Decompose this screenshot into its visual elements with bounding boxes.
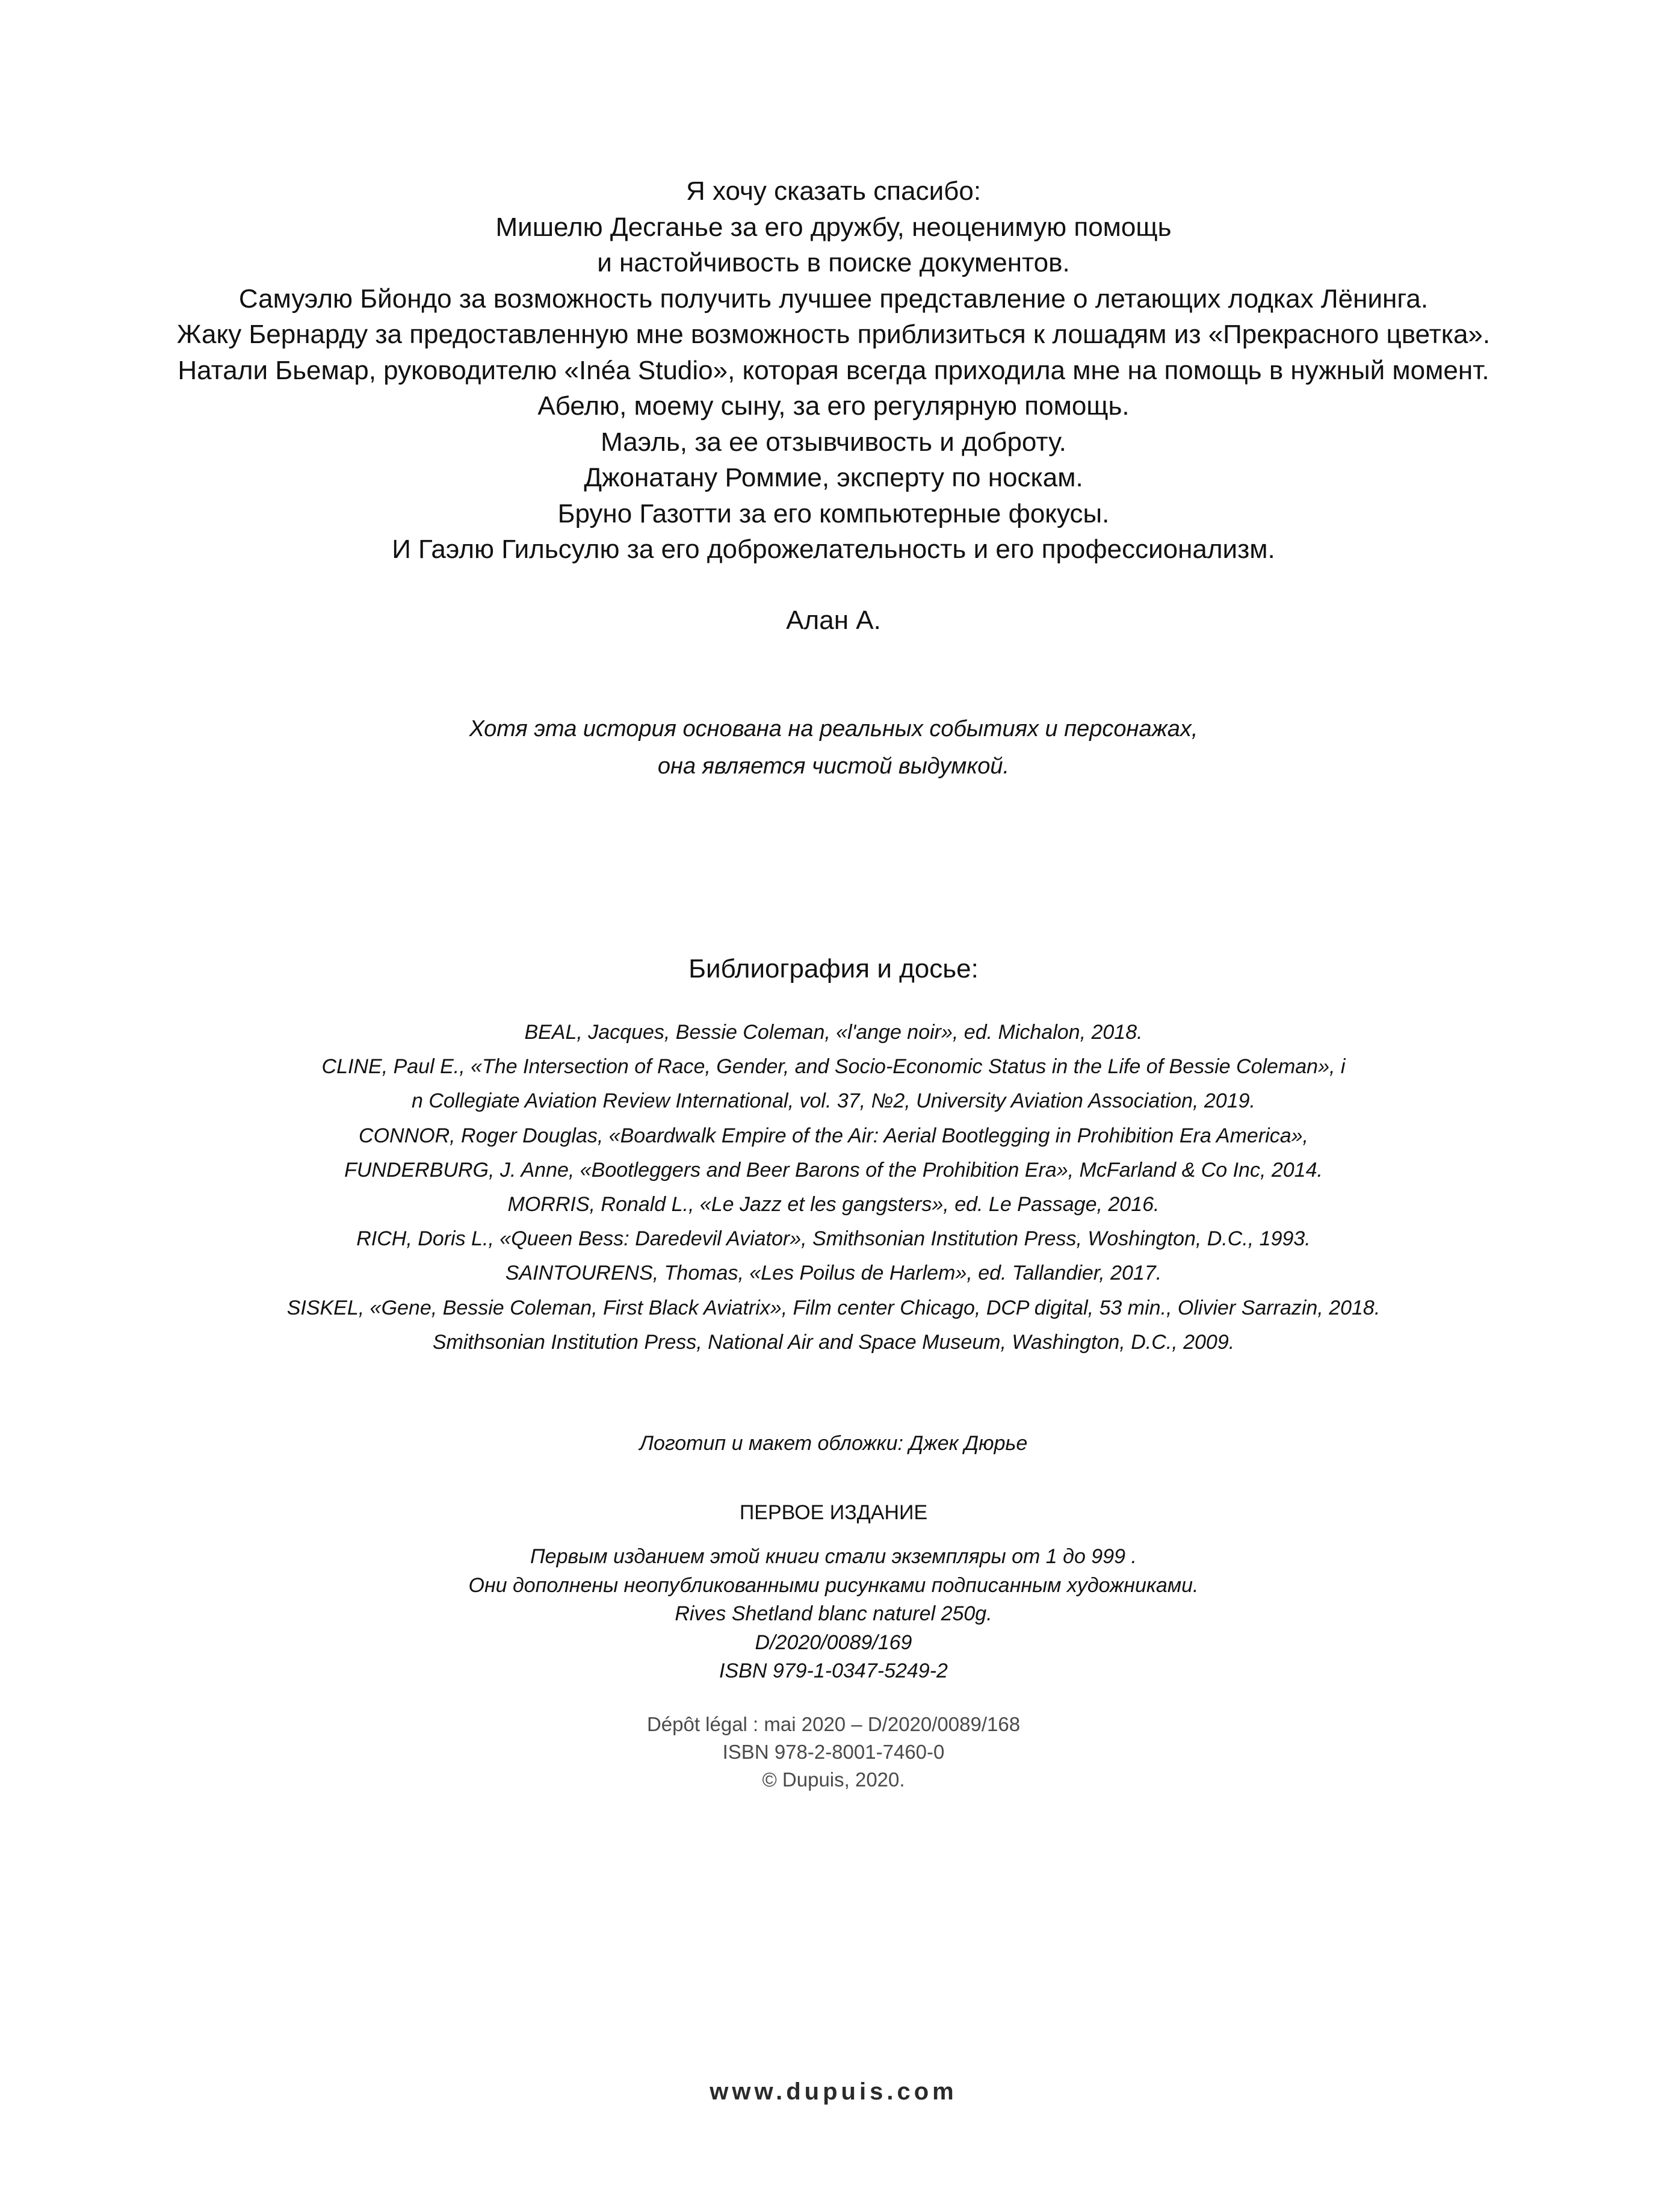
- thanks-line: Бруно Газотти за его компьютерные фокусы.: [557, 498, 1110, 528]
- thanks-line: Мишелю Десганье за его дружбу, неоценимую помощь: [495, 212, 1172, 242]
- legal-notice: [0, 1711, 1667, 1794]
- thanks-line: Джонатану Роммие, эксперту по носкам.: [584, 463, 1083, 492]
- bibliography-entry: MORRIS, Ronald L., «Le Jazz et les gangsters», ed. Le Passage, 2016.: [507, 1193, 1160, 1216]
- fiction-disclaimer: [0, 710, 1667, 785]
- edition-note: ISBN 979-1-0347-5249-2: [719, 1659, 948, 1682]
- edition-note: Первым изданием этой книги стали экземпляры от 1 до 999 .: [530, 1545, 1137, 1568]
- bibliography-entry: CONNOR, Roger Douglas, «Boardwalk Empire of the Air: Aerial Bootlegging in Prohibition Era America»,: [359, 1124, 1308, 1147]
- bibliography-entry: RICH, Doris L., «Queen Bess: Daredevil Aviator», Smithsonian Institution Press, Woshington, D.C., 1993.: [356, 1227, 1311, 1251]
- bibliography-entry: FUNDERBURG, J. Anne, «Bootleggers and Beer Barons of the Prohibition Era», McFarland & Co Inc, 2014.: [344, 1158, 1323, 1182]
- disclaimer-line: Хотя эта история основана на реальных событиях и персонажах,: [469, 716, 1198, 742]
- edition-title-text: ПЕРВОЕ ИЗДАНИЕ: [739, 1501, 928, 1524]
- thanks-line: Маэль, за ее отзывчивость и доброту.: [601, 427, 1066, 457]
- edition-note: Rives Shetland blanc naturel 250g.: [675, 1602, 992, 1625]
- bibliography-heading: [0, 951, 1667, 987]
- thanks-line: Самуэлю Бйондо за возможность получить лучшее представление о летающих лодках Лёнинга.: [238, 283, 1429, 314]
- edition-title: [0, 1499, 1667, 1526]
- thanks-line: И Гаэлю Гильсулю за его доброжелательность и его профессионализм.: [392, 534, 1275, 564]
- bibliography-entry: SAINTOURENS, Thomas, «Les Poilus de Harlem», ed. Tallandier, 2017.: [505, 1262, 1162, 1285]
- thanks-line: Жаку Бернарду за предоставленную мне возможность приблизиться к лошадям из «Прекрасного цветка».: [176, 320, 1491, 349]
- legal-line: ISBN 978-2-8001-7460-0: [722, 1741, 945, 1763]
- legal-line: Dépôt légal : mai 2020 – D/2020/0089/168: [646, 1713, 1021, 1735]
- bibliography-list: [0, 1015, 1667, 1360]
- legal-line: © Dupuis, 2020.: [762, 1768, 905, 1791]
- bibliography-entry: Smithsonian Institution Press, National Air and Space Museum, Washington, D.C., 2009.: [432, 1330, 1235, 1354]
- edition-note: Они дополнены неопубликованными рисунками подписанным художниками.: [468, 1573, 1199, 1597]
- acknowledgements: [0, 173, 1667, 568]
- cover-credit: [0, 1430, 1667, 1457]
- cover-credit-text: Логотип и макет обложки: Джек Дюрье: [639, 1432, 1028, 1455]
- thanks-line: Натали Бьемар, руководителю «Inéa Studio», которая всегда приходила мне на помощь в нужный момент.: [178, 355, 1489, 385]
- signature-text: Алан А.: [786, 606, 881, 635]
- thanks-line: Абелю, моему сыну, за его регулярную помощь.: [537, 391, 1130, 421]
- edition-note: D/2020/0089/169: [755, 1631, 912, 1654]
- website-text: www.dupuis.com: [710, 2078, 957, 2105]
- bibliography-entry: SISKEL, «Gene, Bessie Coleman, First Black Aviatrix», Film center Chicago, DCP digital, 53 min., Olivier Sarrazin, 2018.: [286, 1296, 1381, 1319]
- author-signature: [0, 603, 1667, 639]
- publisher-website: [0, 2077, 1667, 2107]
- thanks-line: и настойчивость в поиске документов.: [597, 248, 1070, 277]
- bibliography-heading-text: Библиография и досье:: [688, 954, 979, 984]
- thanks-line: Я хочу сказать спасибо:: [685, 176, 982, 206]
- disclaimer-line: она является чистой выдумкой.: [657, 754, 1010, 779]
- edition-notes: [0, 1543, 1667, 1686]
- bibliography-entry: n Collegiate Aviation Review International, vol. 37, №2, University Aviation Association, 2019.: [412, 1089, 1255, 1113]
- bibliography-entry: CLINE, Paul E., «The Intersection of Race, Gender, and Socio-Economic Status in the Life of Bessie Coleman», i: [321, 1055, 1346, 1079]
- bibliography-entry: BEAL, Jacques, Bessie Coleman, «l'ange noir», ed. Michalon, 2018.: [524, 1021, 1143, 1044]
